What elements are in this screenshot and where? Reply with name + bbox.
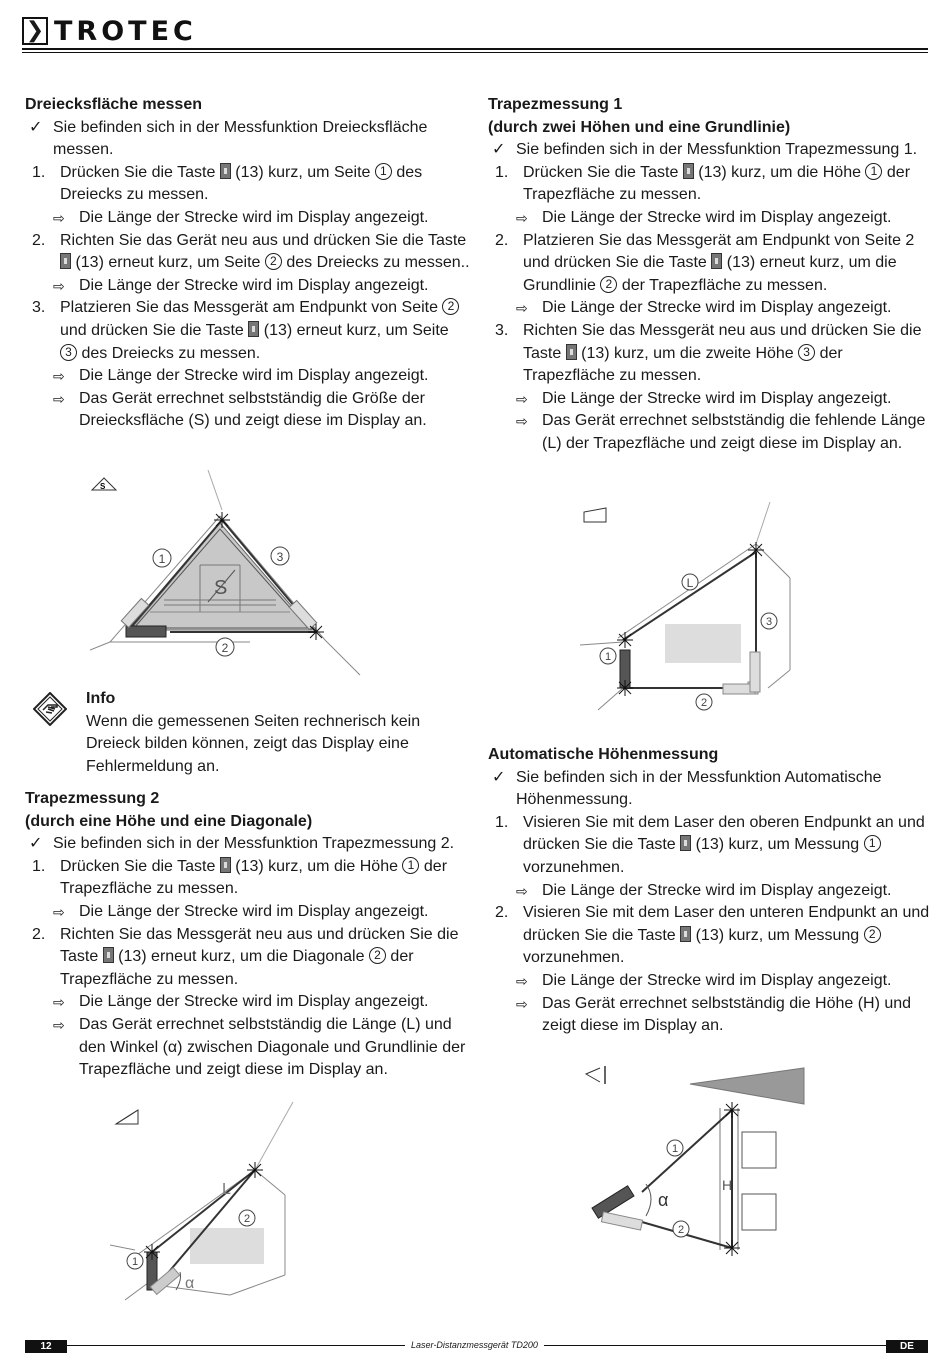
marker-3: 3 [798, 344, 815, 361]
angle-label-alpha: α [658, 1190, 669, 1210]
laser-device [592, 1186, 634, 1218]
step-item: 1. Visieren Sie mit dem Laser den oberen Endpunkt an und drücken Sie die Taste (13) kurz, um Messung 1 vorzunehmen. [495, 813, 925, 876]
measure-key-icon [220, 163, 231, 179]
result-item: ⇨ Die Länge der Strecke wird im Display angezeigt. [25, 901, 470, 924]
arrow-right-icon: ⇨ [53, 209, 65, 226]
svg-text:2: 2 [700, 697, 708, 709]
arrow-right-icon: ⇨ [53, 368, 65, 385]
step-item: 2. Richten Sie das Messgerät neu aus und drücken Sie die Taste (13) erneut kurz, um die Diagonale 2 der Trapezfläche zu messen. [32, 925, 459, 988]
header-rule-thin [22, 52, 928, 53]
laser-point-left [617, 632, 633, 648]
section-subtitle-trap1: (durch zwei Höhen und eine Grundlinie) [488, 118, 791, 136]
step-item: 1. Drücken Sie die Taste (13) kurz, um die Höhe 1 der Trapezfläche zu messen. [495, 163, 911, 204]
section-title-trap1: Trapezmessung 1 [488, 96, 623, 113]
result-item: ⇨ Die Länge der Strecke wird im Display angezeigt. [488, 970, 933, 993]
result-item: ⇨ Die Länge der Strecke wird im Display angezeigt. [488, 297, 933, 320]
marker-1: 1 [402, 857, 419, 874]
prerequisite-item: ✓ Sie befinden sich in der Messfunktion Automatische Höhenmessung. [492, 768, 882, 809]
svg-text:L: L [686, 576, 694, 590]
length-label-l-marker [682, 574, 698, 590]
marker-1-diagram [600, 648, 616, 664]
svg-text:1: 1 [671, 1143, 679, 1155]
marker-1: 1 [375, 163, 392, 180]
length-label-l: L [222, 1181, 231, 1198]
laser-point-top [247, 1162, 263, 1178]
trapezoid2-diagram [110, 1100, 310, 1310]
prerequisite-item: ✓ Sie befinden sich in der Messfunktion Trapezmessung 1. [488, 139, 933, 162]
info-title: Info [86, 690, 116, 707]
marker-3-diagram [761, 613, 777, 629]
angle-label-alpha: α [185, 1275, 195, 1292]
arrow-right-icon: ⇨ [516, 390, 528, 407]
marker-1: 1 [864, 835, 881, 852]
auto-height-mode-icon [586, 1066, 605, 1084]
page-footer [25, 1340, 928, 1353]
laser-point-base [144, 1244, 160, 1260]
laser-point-top [748, 542, 764, 558]
trapezoid1-mode-icon [584, 508, 606, 522]
brand-name: TROTEC [54, 15, 197, 47]
marker-2: 2 [442, 298, 459, 315]
measure-key-icon [103, 947, 114, 963]
triangle-area-diagram [90, 470, 450, 680]
result-item: ⇨ Das Gerät errechnet selbstständig die fehlende Länge (L) der Trapezfläche und zeigt diese im Display an. [516, 412, 926, 452]
page-number: 12 [25, 1340, 67, 1353]
step-item: 2. Visieren Sie mit dem Laser den unteren Endpunkt an und drücken Sie die Taste (13) kurz, um Messung 2 vorzunehmen. [495, 904, 930, 967]
step-item: 2. Richten Sie das Gerät neu aus und drücken Sie die Taste (13) erneut kurz, um Seite 2 des Dreiecks zu messen.. [32, 231, 470, 272]
measure-key-icon [711, 253, 722, 269]
arrow-right-icon: ⇨ [516, 972, 528, 989]
step-item: 2. Platzieren Sie das Messgerät am Endpunkt von Seite 2 und drücken Sie die Taste (13) erneut kurz, um die Grundlinie 2 der Trapezfläche zu messen. [495, 231, 915, 294]
marker-1: 1 [865, 163, 882, 180]
laser-point-top [724, 1102, 740, 1118]
measure-key-icon [680, 835, 691, 851]
right-column [488, 94, 933, 456]
arrow-right-icon: ⇨ [516, 209, 528, 226]
arrow-right-icon: ⇨ [53, 277, 65, 294]
laser-device [126, 626, 166, 637]
step-item: 3. Platzieren Sie das Messgerät am Endpunkt von Seite 2 und drücken Sie die Taste (13) erneut kurz, um Seite 3 des Dreiecks zu messen. [25, 297, 470, 365]
footer-document-title: Laser-Distanzmessgerät TD200 [405, 1339, 544, 1352]
header-rule [22, 48, 928, 50]
step-item: 1. Drücken Sie die Taste (13) kurz, um die Höhe 1 der Trapezfläche zu messen. [32, 857, 448, 898]
section-title-trap2: Trapezmessung 2 [25, 790, 160, 807]
trapezoid1-diagram [578, 500, 808, 720]
step-item: 1. Drücken Sie die Taste (13) kurz, um Seite 1 des Dreiecks zu messen. [32, 163, 423, 204]
page-header [22, 14, 928, 54]
result-item: ⇨ Die Länge der Strecke wird im Display angezeigt. [488, 388, 933, 411]
height-label-h: H [722, 1177, 733, 1193]
marker-2: 2 [265, 253, 282, 270]
arrow-right-icon: ⇨ [53, 390, 65, 407]
measure-key-icon [220, 857, 231, 873]
laser-point-right [308, 624, 324, 640]
marker-2-diagram [673, 1221, 689, 1237]
measure-key-icon [683, 163, 694, 179]
logo-chevron-icon: ❯ [22, 17, 48, 45]
svg-text:1: 1 [131, 1256, 139, 1268]
check-icon: ✓ [29, 835, 43, 853]
marker-2-diagram [216, 638, 234, 656]
result-item: ⇨ Die Länge der Strecke wird im Display angezeigt. [25, 991, 470, 1014]
marker-1-diagram [127, 1253, 143, 1269]
prerequisite-item: ✓ Sie befinden sich in der Messfunktion Trapezmessung 2. [25, 833, 470, 856]
result-item: ⇨ Das Gerät errechnet selbstständig die Größe der Dreiecksfläche (S) und zeigt diese im Display an. [53, 389, 427, 430]
marker-2-diagram [696, 694, 712, 710]
measure-key-icon [680, 926, 691, 942]
info-hand-icon [33, 692, 67, 726]
auto-height-diagram [580, 1060, 810, 1260]
section-title-auto-height: Automatische Höhenmessung [488, 746, 719, 763]
marker-3-diagram [271, 547, 289, 565]
language-code: DE [886, 1340, 928, 1353]
result-item: ⇨ Das Gerät errechnet selbstständig die Höhe (H) und zeigt diese im Display an. [516, 994, 912, 1035]
triangle-mode-icon [92, 478, 116, 491]
result-item: ⇨ Die Länge der Strecke wird im Display angezeigt. [25, 207, 470, 230]
marker-2: 2 [864, 926, 881, 943]
arrow-right-icon: ⇨ [53, 994, 65, 1011]
marker-3: 3 [60, 344, 77, 361]
arrow-right-icon: ⇨ [516, 300, 528, 317]
arrow-right-icon: ⇨ [516, 413, 528, 430]
result-item: ⇨ Die Länge der Strecke wird im Display angezeigt. [25, 275, 470, 298]
marker-2: 2 [600, 276, 617, 293]
marker-1-diagram [667, 1140, 683, 1156]
arrow-right-icon: ⇨ [53, 903, 65, 920]
svg-text:3: 3 [765, 616, 773, 628]
marker-1-diagram [153, 549, 171, 567]
trap2-section [25, 788, 470, 1082]
svg-text:1: 1 [158, 552, 166, 566]
section-subtitle-trap2: (durch eine Höhe und eine Diagonale) [25, 812, 313, 830]
marker-2: 2 [369, 947, 386, 964]
area-label-s: S [214, 577, 228, 599]
measure-key-icon [60, 253, 71, 269]
trapezoid2-mode-icon [116, 1110, 138, 1124]
svg-text:S: S [100, 482, 106, 491]
brand-logo [22, 14, 928, 48]
auto-height-section [488, 744, 933, 1038]
result-item: ⇨ Die Länge der Strecke wird im Display angezeigt. [488, 880, 933, 903]
left-column [25, 94, 470, 433]
arrow-right-icon: ⇨ [516, 995, 528, 1012]
arrow-right-icon: ⇨ [516, 882, 528, 899]
measure-key-icon [248, 321, 259, 337]
laser-point-bottom [724, 1240, 740, 1256]
result-item: ⇨ Die Länge der Strecke wird im Display angezeigt. [25, 365, 470, 388]
measure-key-icon [566, 344, 577, 360]
marker-2-diagram [239, 1210, 255, 1226]
check-icon: ✓ [492, 141, 506, 159]
arrow-right-icon: ⇨ [53, 1016, 65, 1033]
laser-point-top [214, 512, 230, 528]
result-item: ⇨ Die Länge der Strecke wird im Display angezeigt. [488, 207, 933, 230]
info-text: Wenn die gemessenen Seiten rechnerisch kein Dreieck bilden können, zeigt das Display eine Fehlermeldung an. [86, 712, 421, 775]
svg-text:2: 2 [243, 1213, 251, 1225]
svg-text:2: 2 [221, 641, 229, 655]
check-icon: ✓ [29, 118, 43, 136]
result-item: ⇨ Das Gerät errechnet selbstständig die Länge (L) und den Winkel (α) zwischen Diagonale und Grundlinie der Trapezfläche und zeigt diese im Display an. [53, 1015, 466, 1079]
section-title-triangle: Dreiecksfläche messen [25, 96, 202, 113]
svg-text:3: 3 [276, 550, 284, 564]
laser-point-base [617, 680, 633, 696]
prerequisite-item: ✓ Sie befinden sich in der Messfunktion Dreiecksfläche messen. [29, 118, 428, 159]
step-item: 3. Richten Sie das Messgerät neu aus und drücken Sie die Taste (13) kurz, um die zweite Höhe 3 der Trapezfläche zu messen. [495, 321, 922, 385]
check-icon: ✓ [492, 768, 506, 786]
svg-text:2: 2 [677, 1224, 685, 1236]
svg-text:1: 1 [604, 651, 612, 663]
